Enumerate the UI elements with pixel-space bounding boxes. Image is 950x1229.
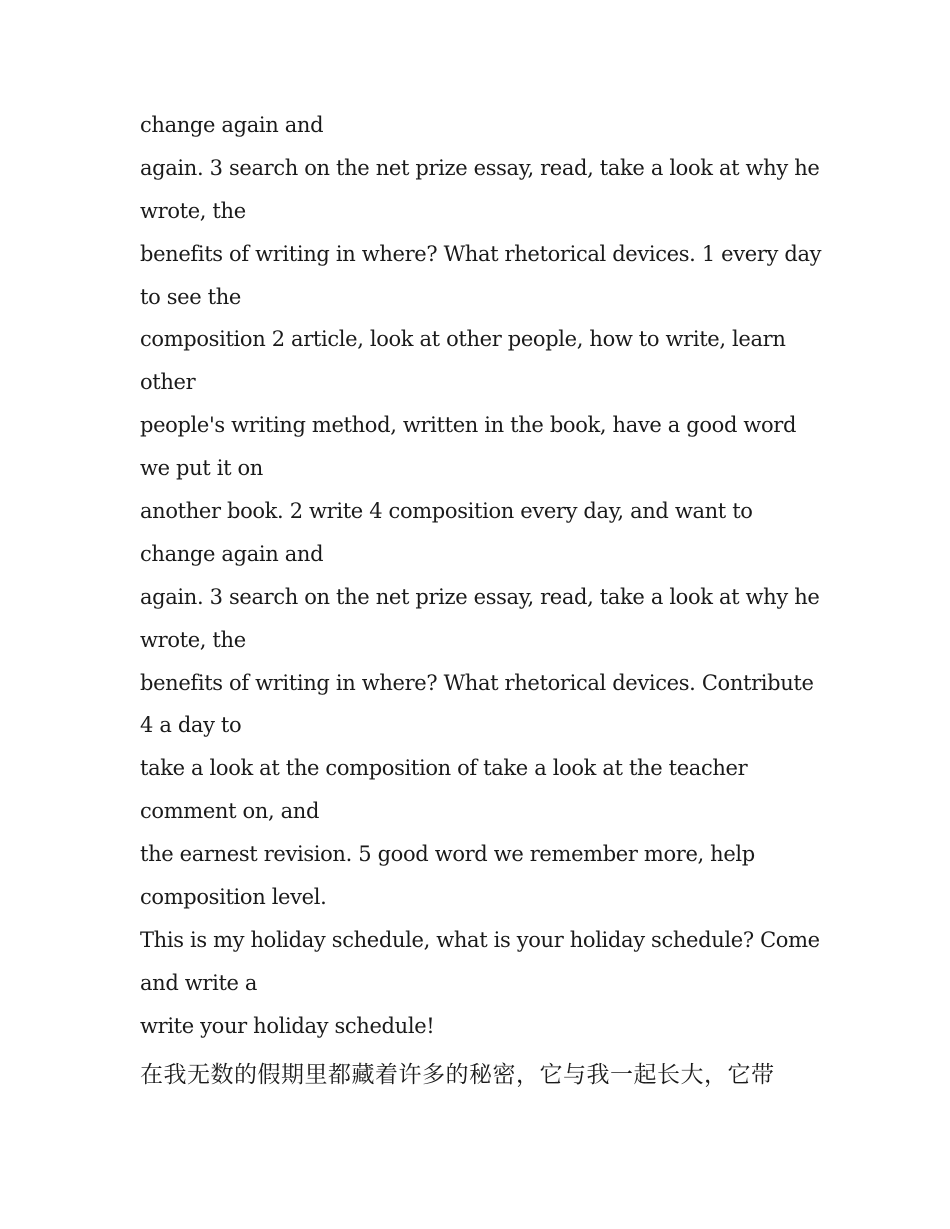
text-line: take a look at the composition of take a look at the teacher: [140, 756, 748, 781]
text-line: benefits of writing in where? What rhetorical devices. 1 every day: [140, 241, 822, 266]
text-line: change again and: [140, 113, 324, 137]
text-line: and write a: [140, 970, 258, 995]
text-line: 4 a day to: [140, 713, 242, 738]
text-line: benefits of writing in where? What rhetorical devices. Contribute: [140, 670, 814, 695]
text-line: wrote, the: [140, 627, 246, 652]
text-line: again. 3 search on the net prize essay, read, take a look at why he: [140, 155, 820, 180]
chinese-text-line: 在我无数的假期里都藏着许多的秘密，它与我一起长大，它带: [140, 1061, 775, 1088]
text-line: wrote, the: [140, 198, 246, 223]
text-line: comment on, and: [140, 799, 320, 824]
document-body: [140, 104, 820, 1096]
text-line: composition 2 article, look at other people, how to write, learn: [140, 327, 786, 352]
text-line: change again and: [140, 541, 324, 566]
text-line: again. 3 search on the net prize essay, read, take a look at why he: [140, 584, 820, 609]
text-line: another book. 2 write 4 composition every day, and want to: [140, 499, 753, 524]
text-line: to see the: [140, 284, 241, 309]
text-line: the earnest revision. 5 good word we remember more, help: [140, 842, 755, 867]
text-line: write your holiday schedule!: [140, 1013, 435, 1038]
text-line: This is my holiday schedule, what is your holiday schedule? Come: [140, 927, 820, 952]
text-line: other: [140, 370, 196, 395]
text-line: composition level.: [140, 885, 327, 910]
text-line: we put it on: [140, 456, 263, 481]
text-line: people's writing method, written in the book, have a good word: [140, 413, 797, 438]
